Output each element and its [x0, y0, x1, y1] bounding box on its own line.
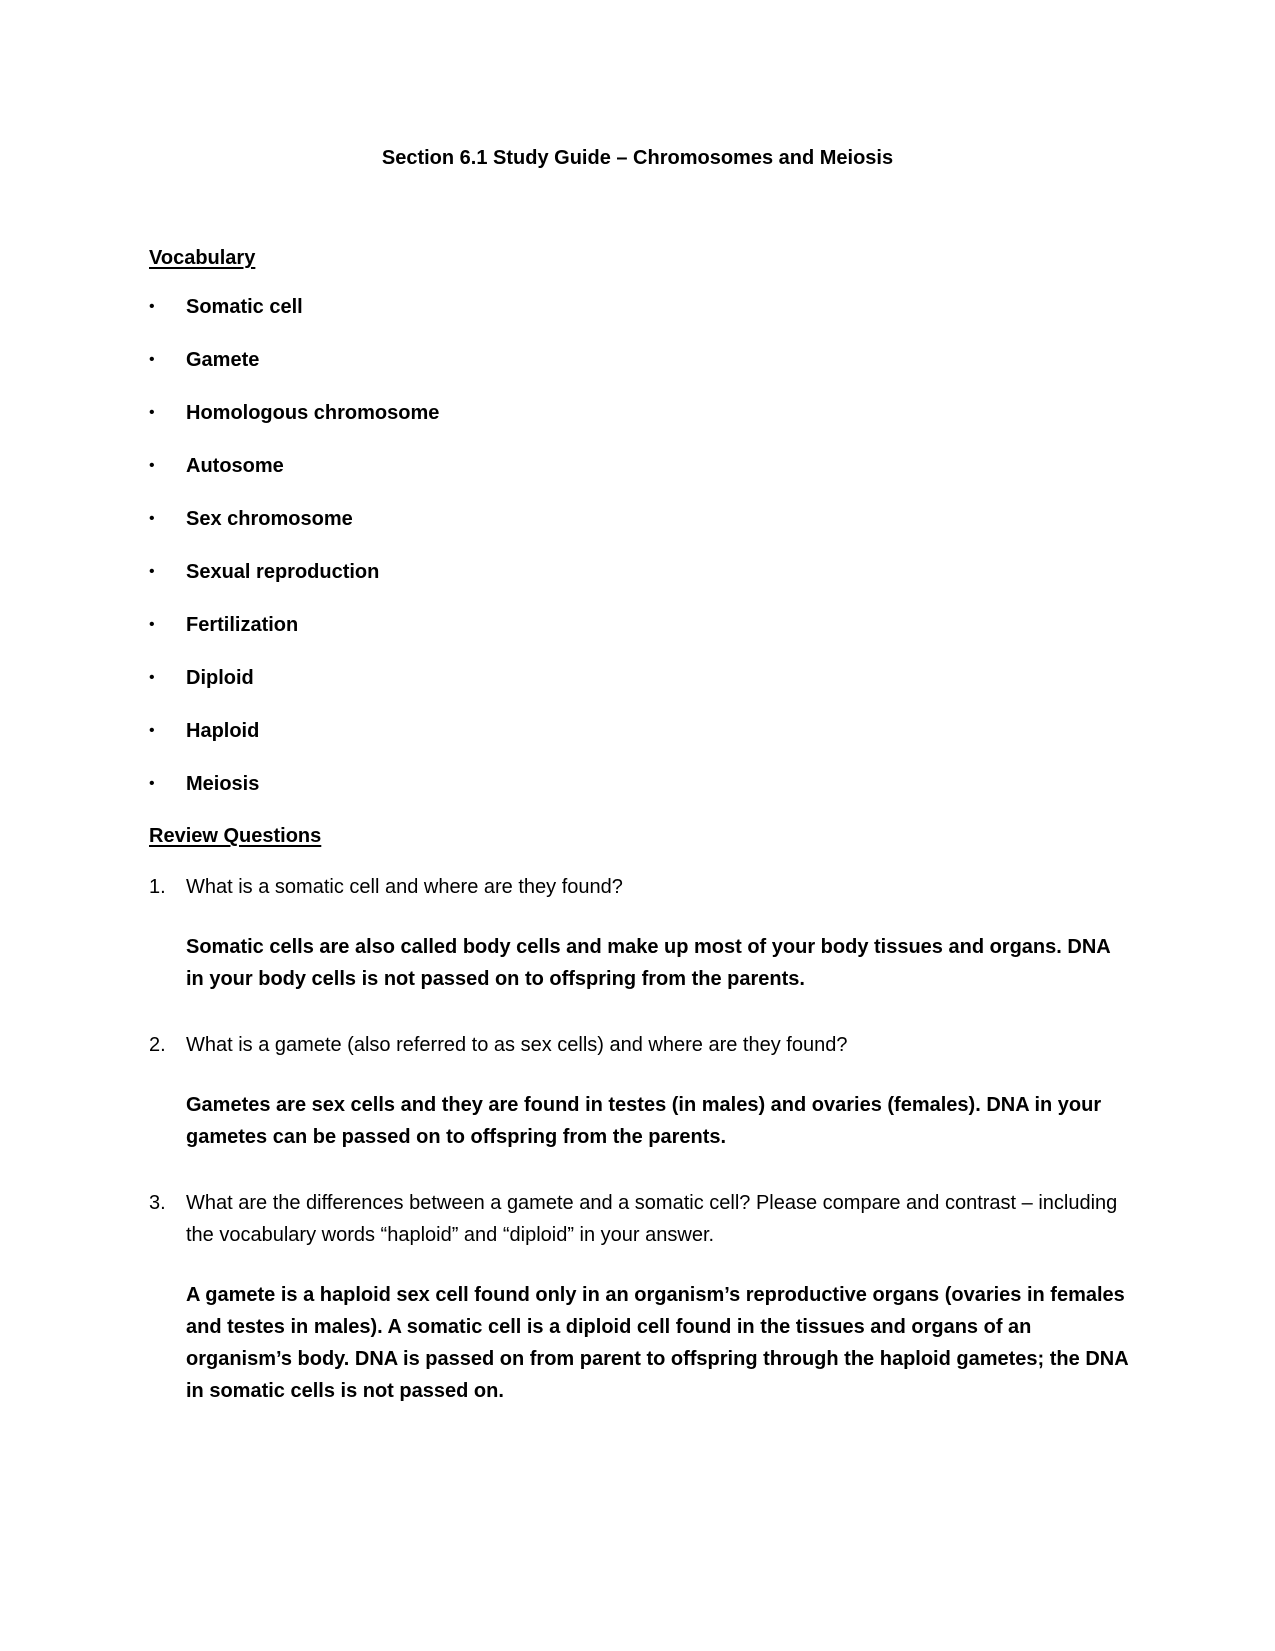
question-number: 3.	[149, 1192, 166, 1214]
answer-text: Gametes are sex cells and they are found in testes (in males) and ovaries (females). DNA in your gametes can be passed on to offspring from the parents.	[186, 1094, 1102, 1148]
vocabulary-term: Sex chromosome	[186, 508, 353, 530]
question-text: What are the differences between a gamete and a somatic cell? Please compare and contrast – including the vocabulary words “haploid” and “diploid” in your answer.	[186, 1192, 1118, 1246]
bullet-icon: •	[149, 404, 155, 421]
vocabulary-term: Meiosis	[186, 773, 260, 795]
vocabulary-term: Somatic cell	[186, 296, 303, 318]
bullet-icon: •	[149, 563, 155, 580]
review-question-2	[149, 1029, 1129, 1153]
page-title: Section 6.1 Study Guide – Chromosomes and Meiosis	[381, 147, 894, 169]
question-number: 1.	[149, 876, 166, 898]
vocabulary-term: Diploid	[186, 667, 254, 689]
bullet-icon: •	[149, 775, 155, 792]
bullet-icon: •	[149, 510, 155, 527]
vocabulary-heading: Vocabulary	[149, 247, 256, 269]
question-text: What is a gamete (also referred to as sex cells) and where are they found?	[186, 1034, 848, 1056]
question-number: 2.	[149, 1034, 166, 1056]
bullet-icon: •	[149, 722, 155, 739]
vocabulary-term: Fertilization	[186, 614, 299, 636]
question-text: What is a somatic cell and where are they found?	[186, 876, 623, 898]
vocabulary-term: Sexual reproduction	[186, 561, 380, 583]
vocabulary-term: Gamete	[186, 349, 260, 371]
answer-text: Somatic cells are also called body cells and make up most of your body tissues and organs. DNA in your body cells is not passed on to offspring from the parents.	[186, 936, 1110, 990]
bullet-icon: •	[149, 457, 155, 474]
vocabulary-term: Homologous chromosome	[186, 402, 440, 424]
answer-text: A gamete is a haploid sex cell found only in an organism’s reproductive organs (ovaries in females and testes in males). A somatic cell is a diploid cell found in the tissues and organs of an organism’s body. DNA is passed on from parent to offspring through the haploid gametes; the DNA in somatic cells is not passed on.	[186, 1284, 1128, 1402]
bullet-icon: •	[149, 298, 155, 315]
review-question-1	[149, 871, 1129, 995]
bullet-icon: •	[149, 669, 155, 686]
bullet-icon: •	[149, 616, 155, 633]
vocabulary-term: Autosome	[186, 455, 284, 477]
review-questions-heading: Review Questions	[149, 825, 322, 847]
bullet-icon: •	[149, 351, 155, 368]
vocabulary-term: Haploid	[186, 720, 260, 742]
review-question-3	[149, 1187, 1129, 1407]
